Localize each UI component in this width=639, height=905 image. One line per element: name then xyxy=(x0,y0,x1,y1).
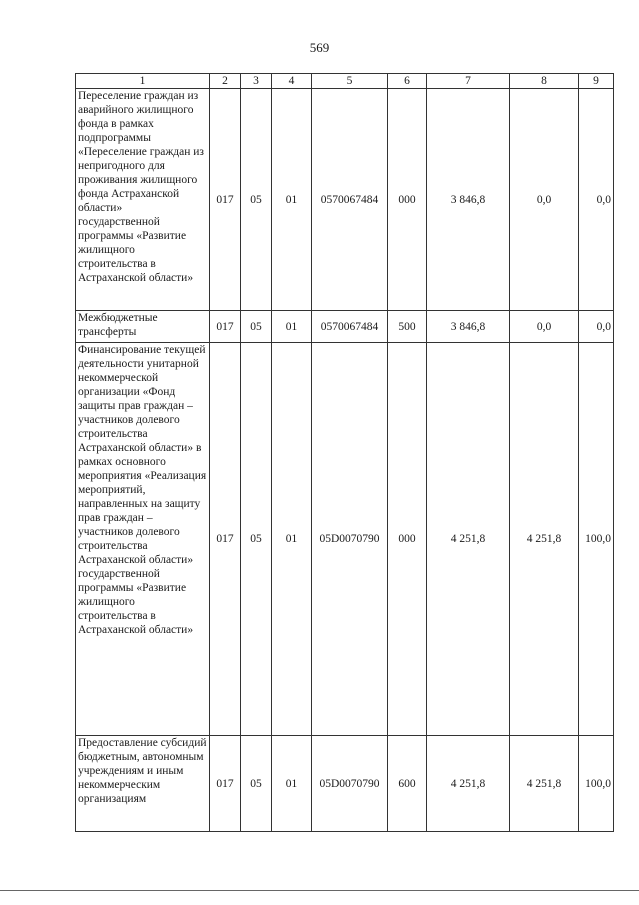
cell-col5: 05D0070790 xyxy=(312,736,388,832)
cell-col7: 3 846,8 xyxy=(427,89,510,311)
budget-table xyxy=(75,73,614,832)
row-name: Финансирование текущей деятельности унитарной некоммерческой организации «Фонд защиты прав граждан – участников долевого строительства Астраханской области» в рамках основного мероприятия «Реализация мероприятий, направленных на защиту прав граждан – участников долевого строительства Астраханской области» государственной программы «Развитие жилищного строительства в Астраханской области» xyxy=(76,343,210,736)
column-header: 7 xyxy=(427,74,510,89)
column-header: 6 xyxy=(388,74,427,89)
table-row xyxy=(76,89,614,311)
cell-col4: 01 xyxy=(272,343,312,736)
cell-col2: 017 xyxy=(210,343,241,736)
table-row xyxy=(76,736,614,832)
cell-col6: 600 xyxy=(388,736,427,832)
cell-col3: 05 xyxy=(241,343,272,736)
column-header: 1 xyxy=(76,74,210,89)
cell-col8: 0,0 xyxy=(510,311,579,343)
cell-col3: 05 xyxy=(241,736,272,832)
cell-col4: 01 xyxy=(272,736,312,832)
column-header: 5 xyxy=(312,74,388,89)
cell-col7: 4 251,8 xyxy=(427,343,510,736)
cell-col3: 05 xyxy=(241,311,272,343)
cell-col5: 0570067484 xyxy=(312,89,388,311)
row-name: Переселение граждан из аварийного жилищного фонда в рамках подпрограммы «Переселение граждан из непригодного для проживания жилищного фонда Астраханской области» государственной программы «Развитие жилищного строительства в Астраханской области» xyxy=(76,89,210,311)
cell-col2: 017 xyxy=(210,311,241,343)
column-header: 9 xyxy=(579,74,614,89)
cell-col2: 017 xyxy=(210,89,241,311)
row-name: Предоставление субсидий бюджетным, автономным учреждениям и иным некоммерческим организациям xyxy=(76,736,210,832)
cell-col9: 100,0 xyxy=(579,736,614,832)
column-header: 3 xyxy=(241,74,272,89)
column-header: 8 xyxy=(510,74,579,89)
cell-col9: 0,0 xyxy=(579,311,614,343)
table-row xyxy=(76,343,614,736)
cell-col5: 05D0070790 xyxy=(312,343,388,736)
cell-col8: 4 251,8 xyxy=(510,343,579,736)
cell-col5: 0570067484 xyxy=(312,311,388,343)
row-name: Межбюджетные трансферты xyxy=(76,311,210,343)
cell-col9: 100,0 xyxy=(579,343,614,736)
cell-col6: 500 xyxy=(388,311,427,343)
cell-col8: 4 251,8 xyxy=(510,736,579,832)
table-row xyxy=(76,311,614,343)
cell-col3: 05 xyxy=(241,89,272,311)
cell-col7: 3 846,8 xyxy=(427,311,510,343)
column-header: 4 xyxy=(272,74,312,89)
cell-col4: 01 xyxy=(272,311,312,343)
page-bottom-rule xyxy=(0,890,639,891)
column-header: 2 xyxy=(210,74,241,89)
cell-col2: 017 xyxy=(210,736,241,832)
cell-col6: 000 xyxy=(388,343,427,736)
table-header-row xyxy=(76,74,614,89)
cell-col9: 0,0 xyxy=(579,89,614,311)
cell-col6: 000 xyxy=(388,89,427,311)
cell-col7: 4 251,8 xyxy=(427,736,510,832)
cell-col4: 01 xyxy=(272,89,312,311)
page-number: 569 xyxy=(309,40,330,55)
cell-col8: 0,0 xyxy=(510,89,579,311)
